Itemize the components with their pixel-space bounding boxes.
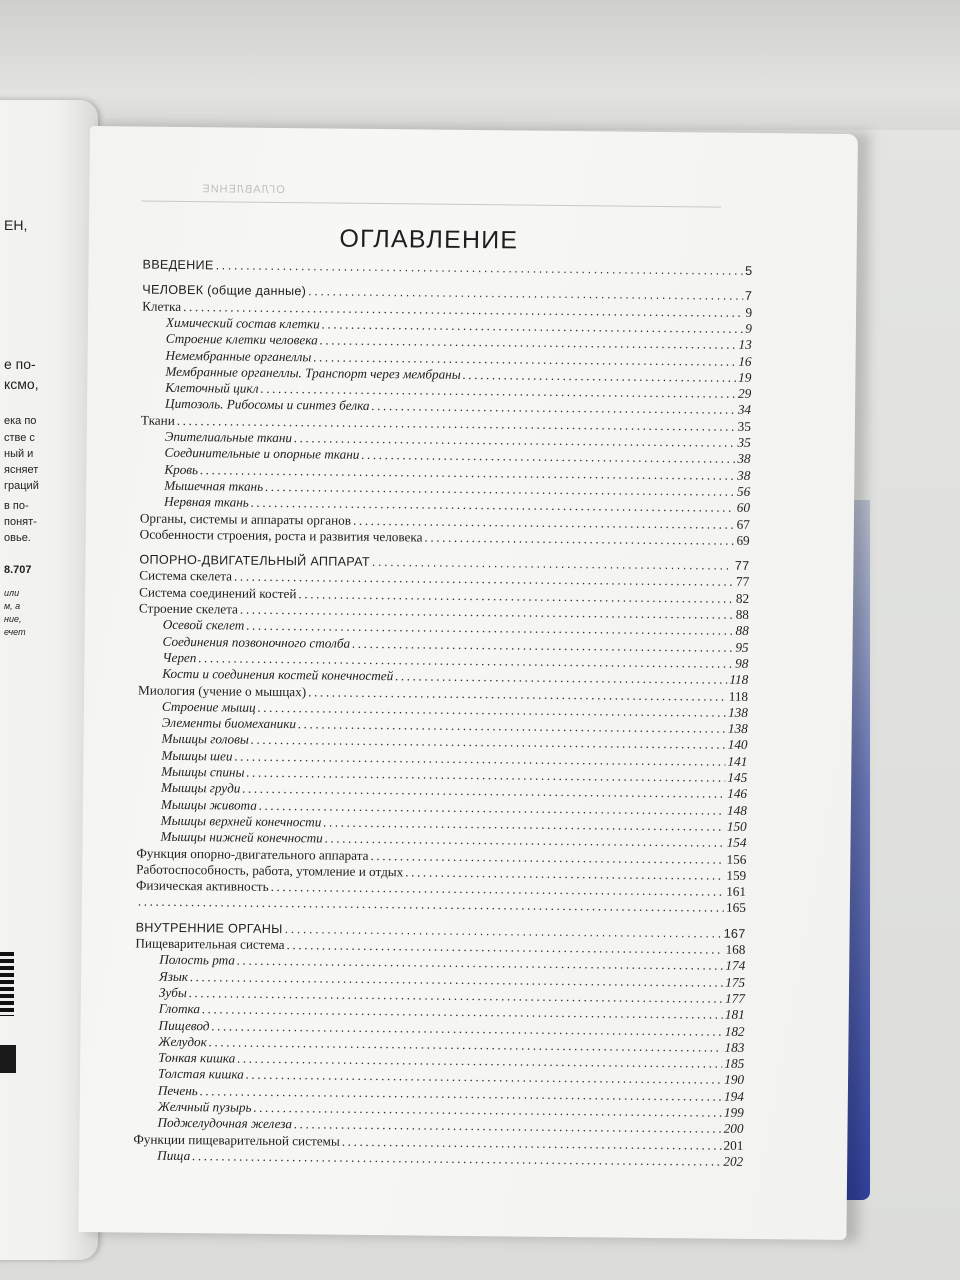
toc-entry-title: Система соединений костей xyxy=(139,584,297,601)
toc-page-number: 35 xyxy=(737,418,751,434)
toc-page-number: 190 xyxy=(724,1072,745,1088)
toc-page-number: 118 xyxy=(728,688,749,704)
toc-page-number: 138 xyxy=(728,704,748,720)
toc-page-number: 7 xyxy=(744,289,753,304)
toc-entry-title: Печень xyxy=(157,1082,198,1098)
toc-entry-title: Химический состав клетки xyxy=(165,314,320,332)
toc-page-number: 67 xyxy=(736,516,750,532)
toc-page-number: 148 xyxy=(727,802,747,818)
toc-page-number: 56 xyxy=(736,483,751,499)
toc-page-number: 98 xyxy=(735,655,749,671)
toc-entry-title: Мышцы живота xyxy=(160,796,257,813)
toc-leader-dots xyxy=(216,257,744,279)
toc-entry-title: Клетка xyxy=(142,298,182,314)
left-fragment: е по- xyxy=(4,356,36,372)
toc-entry-title: Кровь xyxy=(164,461,199,477)
toc-page-number: 118 xyxy=(729,671,749,688)
toc-entry-title: Нервная ткань xyxy=(163,493,249,510)
toc-entry-title: ЧЕЛОВЕК (общие данные) xyxy=(142,282,307,299)
toc-entry-title: Цитозоль. Рибосомы и синтез белка xyxy=(165,396,370,414)
running-header-showthrough xyxy=(141,179,721,208)
toc-entry-title: Желудок xyxy=(158,1033,207,1050)
toc-page-number: 181 xyxy=(724,1006,745,1023)
toc-entry-title: Толстая кишка xyxy=(158,1066,244,1083)
left-fragment: ясняет xyxy=(4,464,39,476)
toc-entry-title: Череп xyxy=(162,649,197,666)
black-block xyxy=(0,1045,16,1073)
toc-entry-title: Мышцы головы xyxy=(161,731,249,748)
left-fragment: ЕН, xyxy=(4,217,28,233)
toc-page-number: 13 xyxy=(738,336,752,353)
toc-page-number: 35 xyxy=(737,434,751,450)
toc-entry-title: Миология (учение о мышцах) xyxy=(138,682,307,699)
toc-entry-title: Глотка xyxy=(158,1000,201,1017)
toc-page-number: 77 xyxy=(734,558,750,574)
window-sill xyxy=(0,0,960,130)
qr-code-icon xyxy=(0,952,14,1016)
toc-page-number: 38 xyxy=(737,451,751,467)
toc-entry-title: Осевой скелет xyxy=(162,617,245,633)
toc-page-number: 29 xyxy=(737,385,752,402)
toc-entry-title: Соединения позвоночного столба xyxy=(162,633,351,651)
left-fragment: ксмо, xyxy=(4,376,39,392)
toc-page-number: 82 xyxy=(735,590,750,606)
toc-page-number: 154 xyxy=(726,834,747,851)
toc-entry-title: Органы, системы и аппараты органов xyxy=(139,510,352,528)
toc-page-number: 146 xyxy=(727,786,748,802)
toc-page-number: 183 xyxy=(724,1039,745,1055)
left-fragment: стве с xyxy=(4,432,35,444)
toc-entry-title: Зубы xyxy=(158,984,187,1000)
toc-page-number: 182 xyxy=(724,1023,745,1039)
toc-entry-title: ВНУТРЕННИЕ ОРГАНЫ xyxy=(135,920,283,936)
toc-entry-title: Работоспособность, работа, утомление и отдых xyxy=(136,861,404,880)
toc-page-number: 140 xyxy=(727,737,748,753)
toc-entry-title: Мембранные органеллы. Транспорт через мембраны xyxy=(165,363,461,382)
toc-entry-title: Полость рта xyxy=(159,952,236,968)
toc-page-number: 177 xyxy=(725,990,745,1006)
toc-page-number: 5 xyxy=(745,263,753,278)
toc-entry-title: Пища xyxy=(157,1147,191,1163)
left-fragment: в по- xyxy=(4,500,29,512)
toc-entry-title: Пищевод xyxy=(158,1017,210,1033)
toc-page-number: 156 xyxy=(726,851,747,867)
toc-entry-title: Желчный пузырь xyxy=(157,1098,252,1115)
toc-entry-title: Пищеварительная система xyxy=(135,935,285,953)
toc-page-number: 165 xyxy=(725,900,746,916)
toc-page-number: 88 xyxy=(735,606,749,622)
left-fragment: ный и xyxy=(4,448,34,460)
toc-page-number: 34 xyxy=(737,402,752,418)
toc-page-number: 185 xyxy=(724,1055,745,1071)
left-fragment: м, а xyxy=(4,601,21,611)
toc-page-number: 202 xyxy=(723,1153,744,1169)
toc-entry-title: Мышцы шеи xyxy=(161,747,233,764)
toc-page-number: 200 xyxy=(723,1120,744,1137)
toc-leader-dots xyxy=(424,529,734,548)
left-fragment: ека по xyxy=(4,415,37,427)
toc-page-number: 174 xyxy=(725,957,746,974)
toc-page-number: 159 xyxy=(726,867,747,883)
left-fragment: граций xyxy=(4,480,39,492)
toc-entry-title: Элементы биомеханики xyxy=(161,714,297,732)
toc-entry-title: Немембранные органеллы xyxy=(165,347,312,364)
header-showthrough-text: ОГЛАВЛЕНИЕ xyxy=(201,183,285,197)
toc-page-number: 194 xyxy=(724,1088,744,1104)
toc-page-number: 88 xyxy=(735,623,749,639)
toc-page-number: 19 xyxy=(738,369,752,385)
toc-entry-title: Строение мышц xyxy=(161,698,256,715)
toc-entry-title: Поджелудочная железа xyxy=(157,1115,293,1132)
toc-page-number: 168 xyxy=(725,941,746,957)
left-fragment: ечет xyxy=(4,627,26,637)
toc-entry-title: Ткани xyxy=(140,412,175,428)
toc-section xyxy=(142,257,752,279)
toc-page-number: 150 xyxy=(726,818,747,834)
toc-page-number: 138 xyxy=(727,720,748,737)
toc-entry-title: Эпителиальные ткани xyxy=(164,428,293,446)
toc-page-number: 77 xyxy=(735,574,750,590)
toc-entry-title: Система скелета xyxy=(139,567,233,584)
left-fragment: овье. xyxy=(4,532,31,544)
toc-entry-title: Строение скелета xyxy=(138,600,239,617)
toc-entry-title: Соединительные и опорные ткани xyxy=(164,445,360,463)
left-fragment: или xyxy=(4,588,20,598)
toc-entry-title: Язык xyxy=(159,968,189,984)
toc-page-number: 175 xyxy=(725,974,746,990)
toc-page-number: 201 xyxy=(723,1137,744,1153)
toc-entry-title: Мышцы спины xyxy=(161,763,245,780)
toc-page-number: 145 xyxy=(727,769,748,785)
toc-page-number: 9 xyxy=(745,304,753,320)
toc-page-number: 167 xyxy=(723,926,746,941)
toc-entry-title: ВВЕДЕНИЕ xyxy=(142,257,214,273)
toc-entry-title: Мышцы груди xyxy=(160,780,241,796)
toc-entry-title: ОПОРНО-ДВИГАТЕЛЬНЫЙ АППАРАТ xyxy=(139,552,370,570)
toc-page-number: 69 xyxy=(736,532,750,548)
toc-page-number: 9 xyxy=(745,320,752,336)
toc-entry-title: Кости и соединения костей конечностей xyxy=(162,665,394,684)
left-fragment: ние, xyxy=(4,614,22,624)
toc-page-number: 60 xyxy=(736,499,751,516)
toc-page-number: 199 xyxy=(723,1104,744,1120)
toc-entry-title: Физическая активность xyxy=(135,877,269,895)
page-title: ОГЛАВЛЕНИЕ xyxy=(339,224,519,255)
toc-entry-title: Особенности строения, роста и развития человека xyxy=(139,526,423,545)
toc-page-number: 141 xyxy=(727,753,748,769)
toc-entry-title: Мышцы верхней конечности xyxy=(160,812,322,830)
left-fragment: понят- xyxy=(4,516,37,528)
toc-page-number: 161 xyxy=(726,883,747,900)
toc-entry-title: Мышцы нижней конечности xyxy=(160,828,323,846)
toc-page-number: 16 xyxy=(738,353,752,369)
toc-entry-title: Строение клетки человека xyxy=(165,330,318,348)
toc-page-number: 95 xyxy=(735,639,749,655)
toc-entry-title: Тонкая кишка xyxy=(158,1049,236,1066)
toc-entry-title: Функция опорно-двигательного аппарата xyxy=(136,845,369,863)
toc-page xyxy=(78,126,858,1240)
left-fragment: 8.707 xyxy=(4,564,32,576)
toc-page-number: 38 xyxy=(737,467,751,483)
toc-entry-title: Клеточный цикл xyxy=(165,379,259,396)
toc-entry-title: Мышечная ткань xyxy=(164,477,264,494)
toc-entry-title: Функции пищеварительной системы xyxy=(133,1131,340,1149)
